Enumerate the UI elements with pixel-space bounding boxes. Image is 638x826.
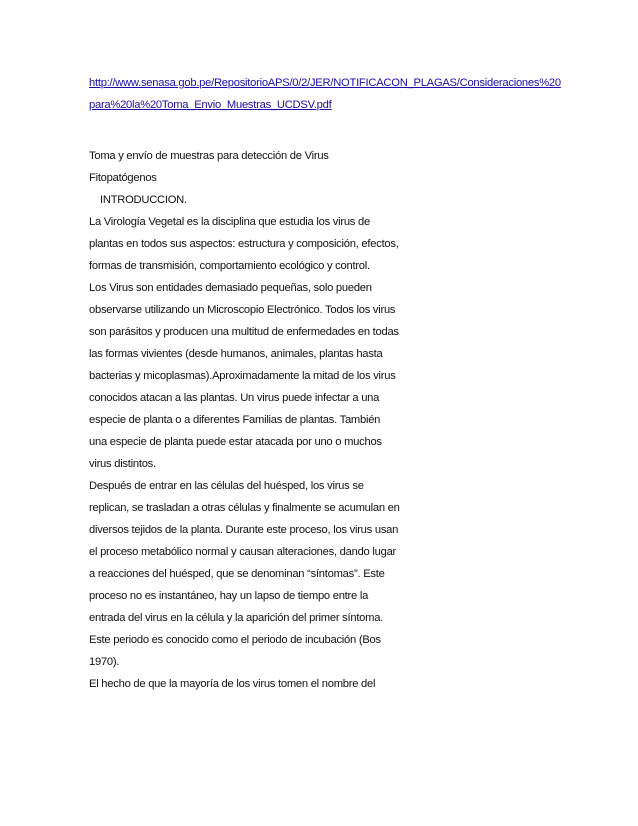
paragraph-line: La Virología Vegetal es la disciplina que estudia los virus de <box>89 216 370 228</box>
paragraph-line: Los Virus son entidades demasiado pequeñas, solo pueden <box>89 282 372 294</box>
paragraph-line: especie de planta o a diferentes Familias de plantas. También <box>89 414 381 426</box>
paragraph-line: proceso no es instantáneo, hay un lapso de tiempo entre la <box>89 590 369 602</box>
paragraph-line: plantas en todos sus aspectos: estructura y composición, efectos, <box>89 238 399 250</box>
source-link[interactable] <box>89 72 559 116</box>
section-heading-introduccion: INTRODUCCION. <box>100 194 187 206</box>
paragraph-line: 1970). <box>89 656 120 668</box>
paragraph-line: son parásitos y producen una multitud de enfermedades en todas <box>89 326 399 338</box>
paragraph-line: a reacciones del huésped, que se denominan “síntomas”. Este <box>89 568 385 580</box>
paragraph-line: El hecho de que la mayoría de los virus tomen el nombre del <box>89 678 376 690</box>
paragraph-line: una especie de planta puede estar atacada por uno o muchos <box>89 436 382 448</box>
source-link-line-2[interactable]: para%20la%20Toma_Envio_Muestras_UCDSV.pdf <box>89 99 332 111</box>
paragraph-line: conocidos atacan a las plantas. Un virus puede infectar a una <box>89 392 380 404</box>
paragraph-line: Después de entrar en las células del huésped, los virus se <box>89 480 364 492</box>
paragraph-line: las formas vivientes (desde humanos, animales, plantas hasta <box>89 348 383 360</box>
paragraph-line: replican, se trasladan a otras células y finalmente se acumulan en <box>89 502 400 514</box>
paragraph-line: formas de transmisión, comportamiento ecológico y control. <box>89 260 370 272</box>
spacer <box>89 116 559 145</box>
document-title-line-1: Toma y envío de muestras para detección de Virus <box>89 150 329 162</box>
paragraph-line: diversos tejidos de la planta. Durante este proceso, los virus usan <box>89 524 399 536</box>
paragraph-line: entrada del virus en la célula y la aparición del primer síntoma. <box>89 612 384 624</box>
source-link-line-1[interactable]: http://www.senasa.gob.pe/RepositorioAPS/0/2/JER/NOTIFICACON_PLAGAS/Consideraciones%20 <box>89 77 561 89</box>
paragraph-line: el proceso metabólico normal y causan alteraciones, dando lugar <box>89 546 397 558</box>
paragraph-line: observarse utilizando un Microscopio Electrónico. Todos los virus <box>89 304 396 316</box>
document-body <box>89 72 559 695</box>
paragraph-line: virus distintos. <box>89 458 156 470</box>
document-title-line-2: Fitopatógenos <box>89 172 157 184</box>
paragraph-line: bacterias y micoplasmas).Aproximadamente la mitad de los virus <box>89 370 396 382</box>
paragraph-line: Este periodo es conocido como el periodo de incubación (Bos <box>89 634 381 646</box>
